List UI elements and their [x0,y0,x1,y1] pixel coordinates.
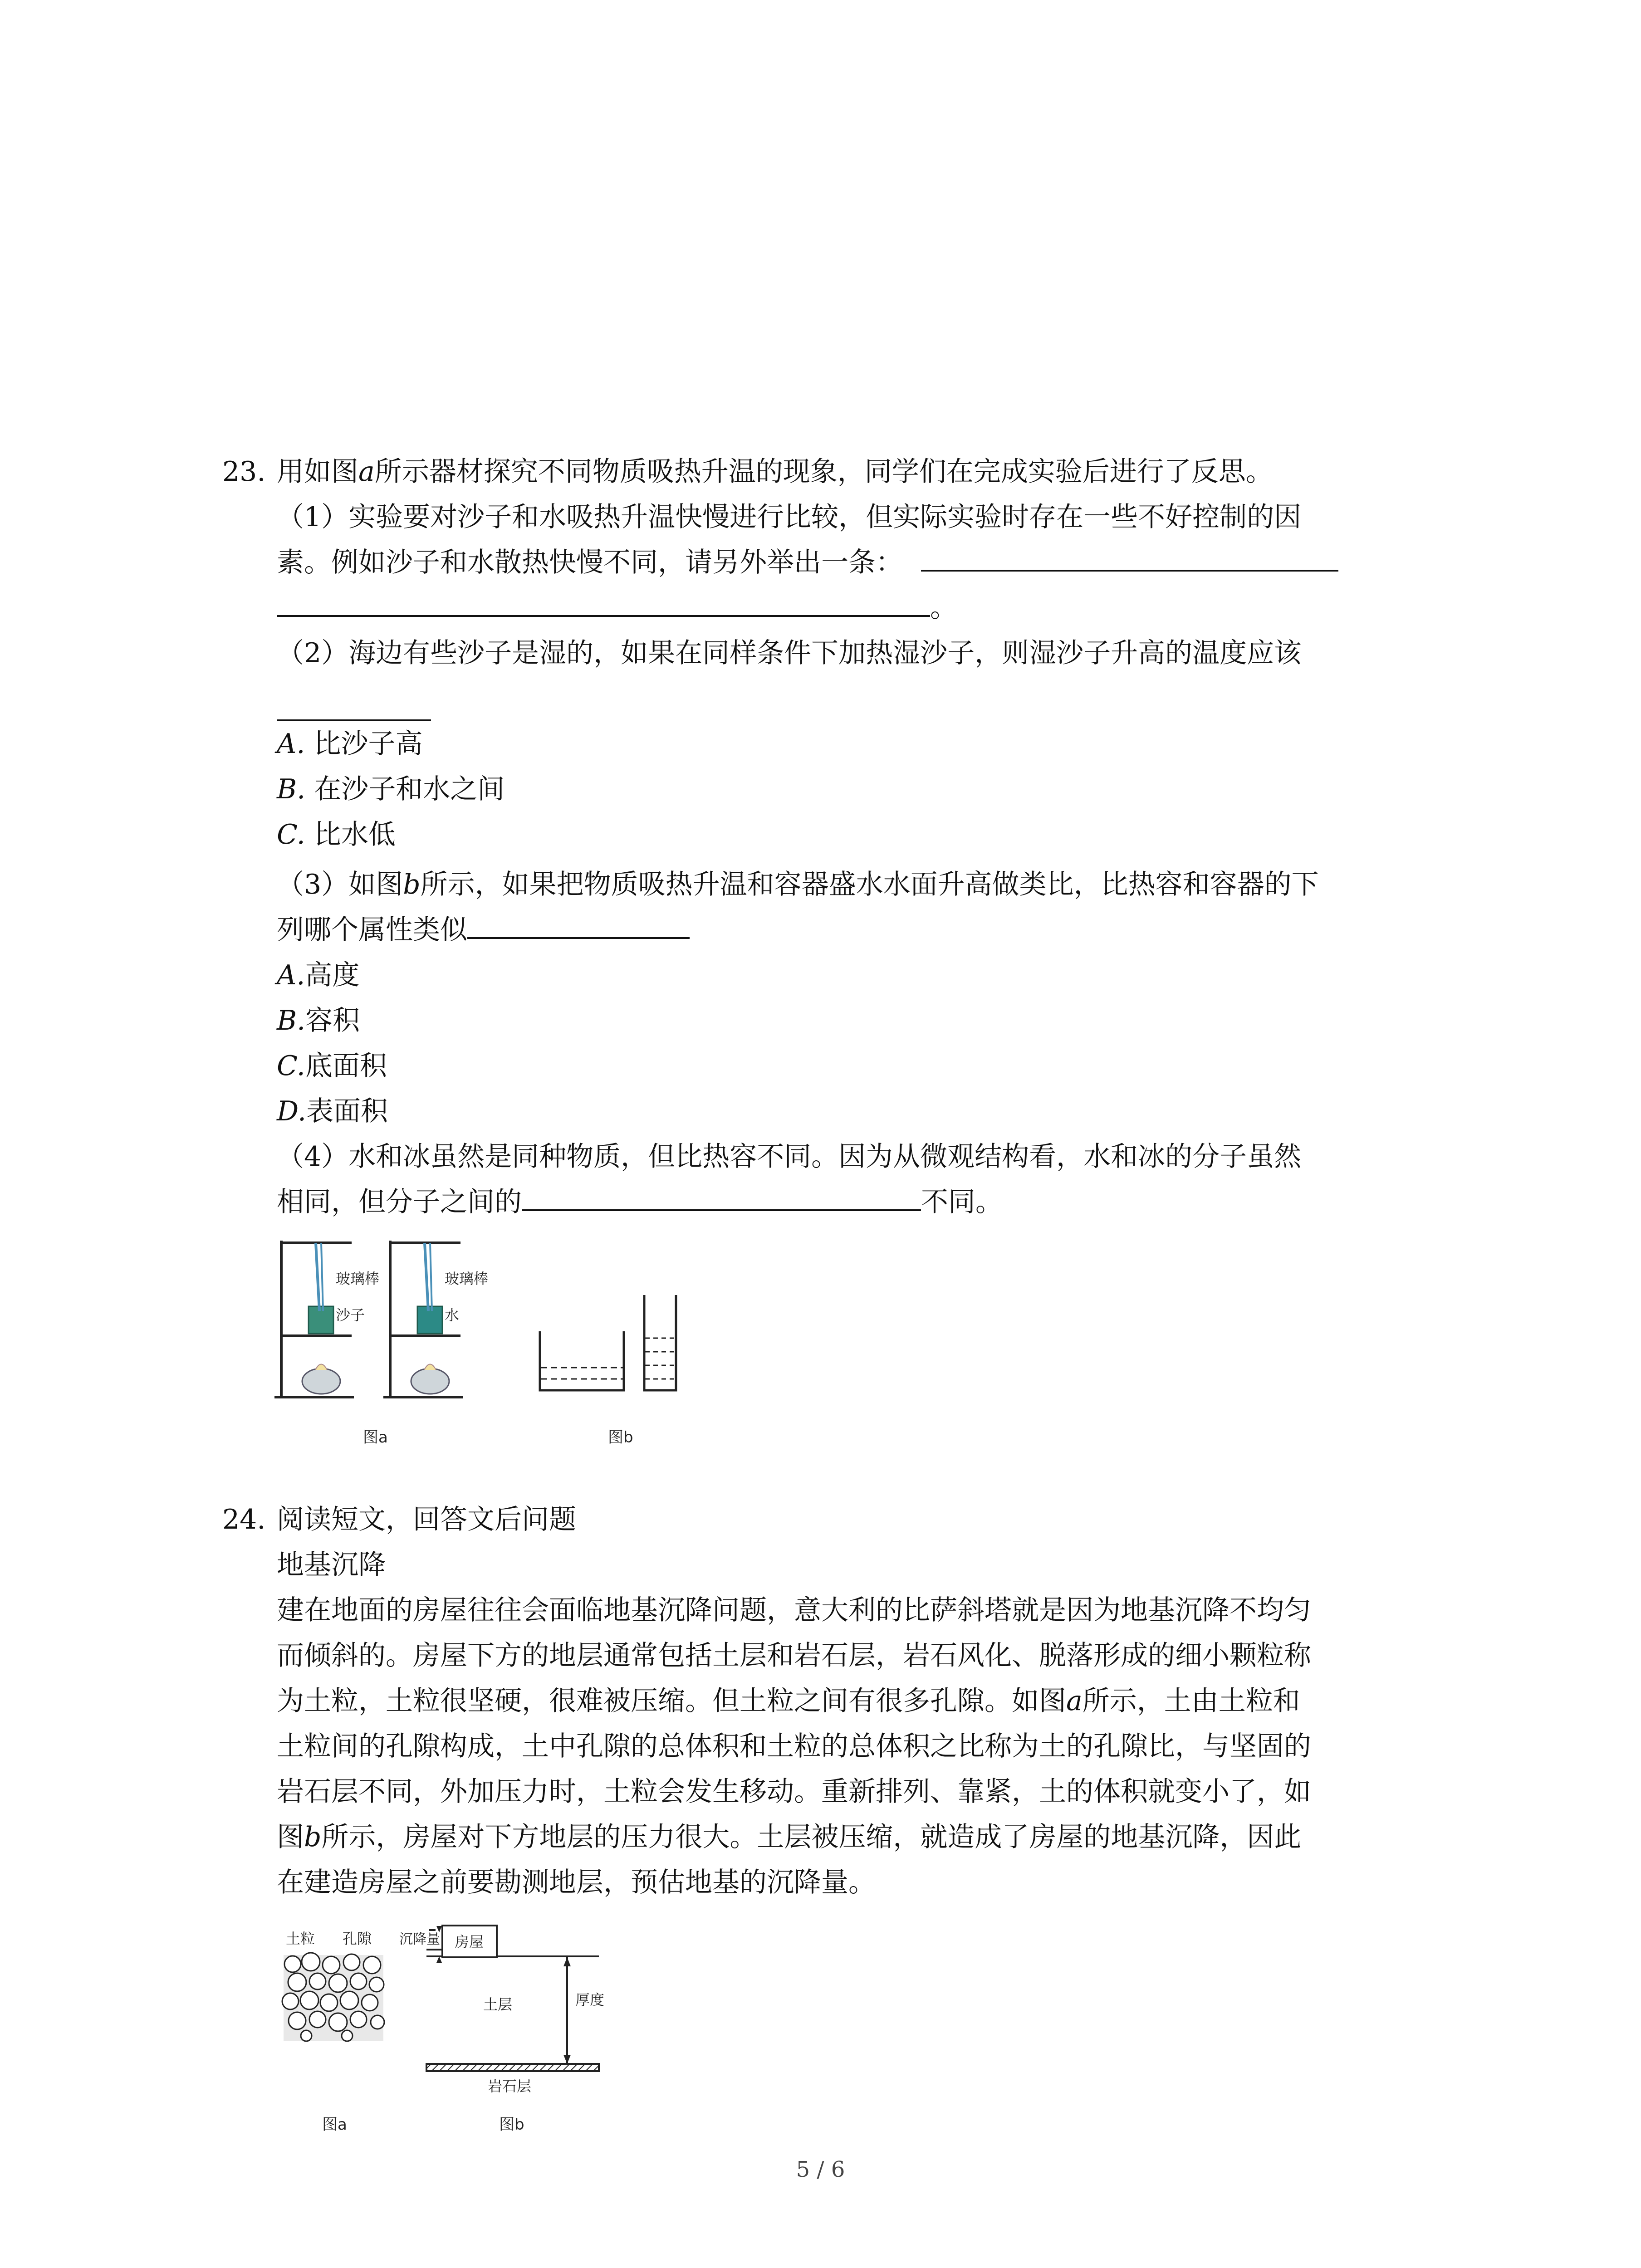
option-letter: D. [277,1095,307,1127]
caption-fig-b: 图b [608,1428,633,1447]
option-text: 比水低 [314,819,396,850]
label-glass-rod-2: 玻璃棒 [445,1270,489,1287]
q23-part3-line1 [277,862,1319,907]
label-rock-layer: 岩石层 [488,2077,532,2095]
article-text: 为土粒，土粒很坚硬，很难被压缩。但土粒之间有很多孔隙。如图 [277,1685,1066,1717]
q23-part4-line2 [277,1179,1003,1225]
option-text: 容积 [305,1005,360,1036]
soil-particles [282,1953,384,2041]
label-soil-particle: 土粒 [286,1930,315,1947]
caption-fig-b: 图b [499,2116,524,2134]
part3-question: 列哪个属性类似 [277,914,467,946]
article-line-3 [277,1678,1300,1724]
article-text-end: 所示，土由土粒和 [1082,1685,1300,1717]
q23-part1-line2 [277,540,1338,585]
q23-part3-option-b[interactable] [277,998,360,1043]
question-24-number: 24. [222,1504,266,1535]
q23-part1-line1: （1）实验要对沙子和水吸热升温快慢进行比较，但实际实验时存在一些不好控制的因 [277,501,1302,533]
part3-text: （3）如图 [277,869,403,900]
option-text: 比沙子高 [314,728,423,760]
option-text: 底面积 [305,1050,387,1082]
q23-part2-option-c[interactable] [277,812,396,857]
label-house: 房屋 [455,1933,484,1950]
label-pore: 孔隙 [343,1930,372,1947]
label-soil-layer: 土层 [483,1996,513,2013]
answer-blank-1b[interactable] [277,587,930,617]
article-line-5: 岩石层不同，外加压力时，土粒会发生移动。重新排列、靠紧，土的体积就变小了，如 [277,1776,1311,1808]
settlement-diagram [426,1926,599,2071]
part4-text-end: 不同。 [921,1186,1003,1218]
article-text-end: 所示，房屋对下方地层的压力很大。土层被压缩，就造成了房屋的地基沉降，因此 [321,1821,1302,1853]
container-narrow [644,1295,676,1390]
q23-figure [272,1234,726,1452]
option-text: 在沙子和水之间 [314,773,505,805]
option-text: 高度 [305,959,360,991]
fig-ref-b: b [304,1821,322,1853]
container-wide [540,1331,624,1390]
caption-fig-a: 图a [322,2116,347,2134]
part1-text: 素。例如沙子和水散热快慢不同，请另外举出一条： [277,547,903,578]
option-letter: C. [277,1050,305,1082]
article-line-4: 土粒间的孔隙构成，土中孔隙的总体积和土粒的总体积之比称为土的孔隙比，与坚固的 [277,1730,1311,1762]
article-line-1: 建在地面的房屋往往会面临地基沉降问题，意大利的比萨斜塔就是因为地基沉降不均匀 [277,1594,1311,1626]
option-letter: C. [277,819,305,850]
article-line-6 [277,1814,1301,1860]
intro-text-end: 所示器材探究不同物质吸热升温的现象，同学们在完成实验后进行了反思。 [374,456,1273,488]
q23-part4-line1: （4）水和冰虽然是同种物质，但比热容不同。因为从微观结构看，水和冰的分子虽然 [277,1141,1302,1173]
q23-part3-option-a[interactable] [277,953,359,998]
fig-ref-a: a [1066,1685,1083,1717]
q24-figure [272,1914,635,2141]
q23-part2-line1: （2）海边有些沙子是湿的，如果在同样条件下加热湿沙子，则湿沙子升高的温度应该 [277,637,1302,669]
q23-part2-option-a[interactable] [277,721,422,767]
answer-blank-2[interactable] [277,691,431,721]
option-letter: B. [277,1005,306,1036]
question-23-intro [277,449,1273,494]
option-letter: B. [277,773,306,805]
label-thickness: 厚度 [575,1991,605,2009]
q23-part2-option-b[interactable] [277,767,505,812]
q23-part3-option-c[interactable] [277,1043,387,1089]
answer-blank-4[interactable] [522,1181,921,1211]
article-line-2: 而倾斜的。房屋下方的地层通常包括土层和岩石层，岩石风化、脱落形成的细小颗粒称 [277,1640,1311,1672]
q23-part3-line2 [277,907,690,953]
question-24-intro: 阅读短文，回答文后问题 [277,1504,576,1535]
part3-text-end: 所示，如果把物质吸热升温和容器盛水水面升高做类比，比热容和容器的下 [420,869,1319,900]
fig-ref-b: b [403,869,421,900]
intro-text: 用如图 [277,456,358,488]
option-letter: A. [277,959,305,991]
page-number: 5 / 6 [796,2157,845,2182]
option-letter: A. [277,728,305,760]
answer-blank-3[interactable] [467,909,690,939]
question-23-number: 23. [222,456,266,488]
article-text: 图 [277,1821,304,1853]
label-glass-rod-1: 玻璃棒 [336,1270,380,1287]
fig-ref-a: a [358,456,375,488]
answer-blank-1a[interactable] [921,542,1338,572]
part4-text: 相同，但分子之间的 [277,1186,522,1218]
part1-end: 。 [930,592,957,624]
article-title: 地基沉降 [277,1549,386,1581]
q23-part1-line3 [277,585,957,631]
q23-part3-option-d[interactable] [277,1089,388,1134]
article-line-7: 在建造房屋之前要勘测地层，预估地基的沉降量。 [277,1867,876,1898]
label-settlement: 沉降量 [399,1931,440,1947]
option-text: 表面积 [306,1095,388,1127]
label-sand: 沙子 [336,1306,365,1324]
label-water: 水 [445,1306,460,1324]
caption-fig-a: 图a [363,1428,388,1447]
